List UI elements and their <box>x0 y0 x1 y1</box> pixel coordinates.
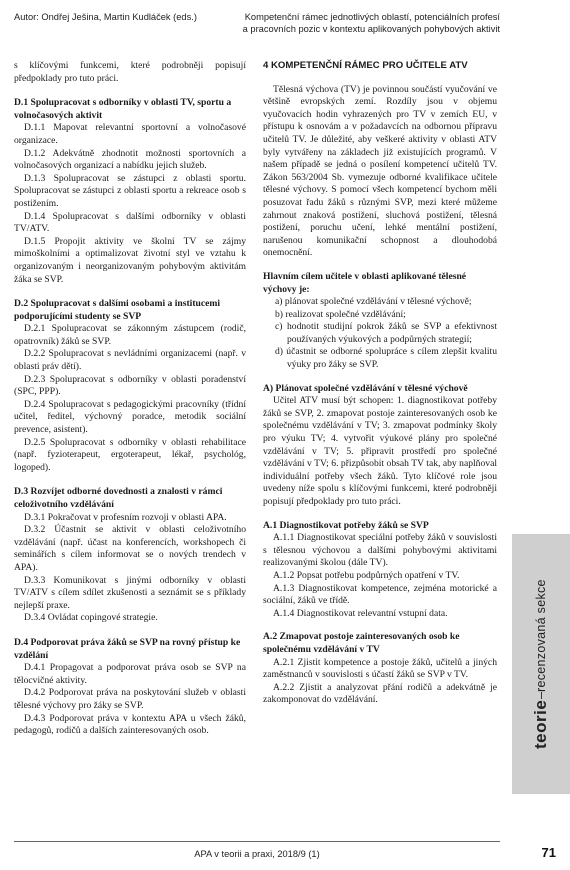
side-label-dash: – <box>534 692 548 700</box>
list-item: D.2.5 Spolupracovat s odborníky v oblasti rehabilitace (např. fyzioterapeut, ergoterapeut, lékař, psychológ, logoped). <box>14 436 246 473</box>
section-a1-title: A.1 Diagnostikovat potřeby žáků se SVP <box>263 519 429 531</box>
running-header-authors: Autor: Ondřej Ješina, Martin Kudláček (eds.) <box>14 12 197 22</box>
intro-paragraph: s klíčovými funkcemi, které podrobněji popisují předpoklady pro tuto práci. <box>14 60 246 84</box>
chapter-title: 4 KOMPETENČNÍ RÁMEC PRO UČITELE ATV <box>263 60 468 71</box>
list-item: D.1.5 Propojit aktivity ve školní TV se zájmy mimoškolními a optimalizovat životní styl ve vztahu k organizovaným i neorganizovaným pohybovým aktivitám žáka se SVP. <box>14 235 246 285</box>
list-item: D.1.1 Mapovat relevantní sportovní a volnočasové organizace. <box>14 122 246 146</box>
body-paragraph: Učitel ATV musí být schopen: 1. diagnostikovat potřeby žáků se SVP, 2. zmapovat postoje zainteresovaných osob ke společnému vzdělávání v TV; 3. zmapovat podmínky školy pro výuku TV; 4. vytvořit výukové plány pro společné vzdělávání v TV; 5. připravit prostředí pro společné vzdělávání v TV; 6. přizpůsobit obsah TV tak, aby naplňoval individuální potřeby všech žáků. Tyto klíčové role jsou uvedeny níže spolu s klíčovými funkcemi, které podrobněji popisují předpoklady pro tuto práci. <box>263 395 497 507</box>
list-item: D.3.1 Pokračovat v profesním rozvoji v oblasti APA. <box>24 511 227 523</box>
list-item: D.2.1 Spolupracovat se zákonným zástupcem (rodič, opatrovník) žáků se SVP. <box>14 323 246 347</box>
list-item: A.2.1 Zjistit kompetence a postoje žáků, učitelů a jiných zaměstnanců v souvislosti s účastí žáků se SVP v TV. <box>263 656 497 681</box>
goals-title: Hlavním cílem učitele v oblasti aplikované tělesné výchovy je: <box>263 270 467 295</box>
goal-item: b) realizovat společné vzdělávání; <box>275 308 406 320</box>
goal-item: c) hodnotit studijní pokrok žáků se SVP a efektivnost používaných výukových a podpůrných strategií; <box>275 321 497 345</box>
goal-item: d) účastnit se odborné spolupráce s cílem zlepšit kvalitu výuky pro žáky se SVP. <box>275 346 497 371</box>
list-item: A.1.2 Popsat potřebu podpůrných opatření v TV. <box>273 569 460 581</box>
list-item: D.1.2 Adekvátně zhodnotit možnosti sportovních a volnočasových organizací a nabídku jejich služeb. <box>14 147 246 172</box>
running-header-title <box>240 12 500 35</box>
list-item: D.3.4 Ovládat copingové strategie. <box>24 612 158 624</box>
running-header-title-line1: Kompetenční rámec jednotlivých oblastí, potenciálních profesí <box>244 12 500 22</box>
list-item: D.4.2 Podporovat práva na poskytování služeb v oblasti tělesné výchovy pro žáky se SVP. <box>14 687 246 711</box>
list-item: D.1.3 Spolupracovat se zástupci z oblasti sportu. Spolupracovat se zástupci z oblasti sportu a rekreace osob s postižením. <box>14 172 246 209</box>
section-a2-title: A.2 Zmapovat postoje zainteresovaných osob ke společnému vzdělávání v TV <box>263 631 460 655</box>
side-label-bold: teorie <box>531 699 550 749</box>
section-d1-title: D.1 Spolupracovat s odborníky v oblasti TV, sportu a volnočasových aktivit <box>14 97 232 121</box>
list-item: D.4.3 Podporovat práva v kontextu APA u všech žáků, pedagogů, rodičů a dalších zainteresovaných osob. <box>14 712 246 737</box>
list-item: D.2.4 Spolupracovat s pedagogickými pracovníky (třídní učitel, ředitel, výchovný poradce, metodik sociální prevence, asistent). <box>14 398 246 436</box>
section-d4-title: D.4 Podporovat práva žáků se SVP na rovný přístup ke vzdělání <box>14 636 241 661</box>
section-d3-title: D.3 Rozvíjet odborné dovednosti a znalosti v rámci celoživotního vzdělávání <box>14 486 223 510</box>
list-item: D.4.1 Propagovat a podporovat práva osob se SVP na tělocvičné aktivity. <box>14 662 246 686</box>
list-item: A.1.3 Diagnostikovat kompetence, zejména motorické a sociální, žáků ve třídě. <box>263 582 497 607</box>
list-item: A.1.4 Diagnostikovat relevantní vstupní data. <box>273 607 448 619</box>
running-header-title-line2: a pracovních pozic v kontextu aplikovaných pohybových aktivit <box>242 23 500 34</box>
footer-journal: APA v teorii a praxi, 2018/9 (1) <box>194 849 320 859</box>
footer-rule <box>14 841 500 842</box>
right-column <box>263 60 497 707</box>
list-item: D.3.3 Komunikovat s jinými odborníky v oblasti TV/ATV s cílem sdílet zkušenosti a seznámit se s příklady nejlepší praxe. <box>14 574 246 611</box>
page-number: 71 <box>541 845 556 860</box>
section-d2-title: D.2 Spolupracovat s dalšími osobami a institucemi podporujícími studenty se SVP <box>14 298 221 322</box>
body-paragraph: Tělesná výchova (TV) je povinnou součástí vyučování ve většině evropských zemí. Rozdíly jsou v objemu vyučovacích hodin vyhrazených pro TV v zemích EU, v přístupu k osnovám a v požadavcích na odbornou přípravu učitelů TV. Je důležité, aby veškeré aktivity v oblasti ATV byly vytvářeny na základech již existujících programů. V našem případě se jedná o posílení kompetencí učitelů TV. Zákon 563/2004 Sb. vymezuje odborné kvalifikace učitele tělesné výchovy. S pomocí všech kompetencí bychom měli posuzovat řadu žáků s různými SVP, mezi které můžeme zahrnout znaková postižení, sluchová postižení, tělesná postižení, poruchu učení, lehké mentální postižení, narušenou komunikační schopnost a dlouhodobá onemocnění. <box>263 83 497 259</box>
section-a-title: A) Plánovat společné vzdělávání v tělesné výchově <box>263 382 468 394</box>
list-item: D.1.4 Spolupracovat s dalšími odborníky v oblasti TV/ATV. <box>14 210 246 235</box>
side-label-regular: recenzovaná sekce <box>534 579 548 693</box>
section-side-label <box>512 534 570 794</box>
list-item: D.2.3 Spolupracovat s odborníky v oblasti poradenství (SPC, PPP). <box>14 373 246 398</box>
goal-item: a) plánovat společné vzdělávání v tělesné výchově; <box>275 296 472 308</box>
list-item: A.2.2 Zjistit a analyzovat přání rodičů a adekvátně je zakomponovat do vzdělávání. <box>263 681 497 706</box>
list-item: D.2.2 Spolupracovat s nevládními organizacemi (např. v oblasti práv dětí). <box>14 348 246 373</box>
list-item: A.1.1 Diagnostikovat speciální potřeby žáků v souvislosti s tělesnou výchovou a dalšími pohybovými aktivitami realizovanými školou (dále TV). <box>263 532 497 569</box>
left-column <box>14 60 246 738</box>
list-item: D.3.2 Účastnit se aktivit v oblasti celoživotního vzdělávání (např. účast na konferencích, workshopech či seminářích s cílem informovat se o nových trendech v APA). <box>14 524 246 573</box>
